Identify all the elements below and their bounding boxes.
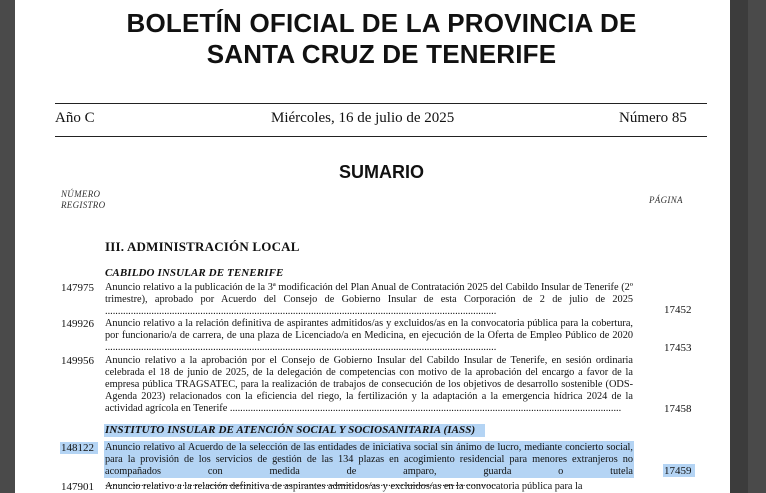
entry-page: 17453 bbox=[664, 342, 692, 354]
entry-text: Anuncio relativo al Acuerdo de la selección de las entidades de iniciativa social sin ánimo de lucro, mediante concierto social, para la provisión de los servicios de gestión de las 134 plazas en acogimiento residencial para menores extranjeros no acompañados con medida de amparo, guarda o tutela ..... bbox=[105, 442, 633, 490]
header-rule-bottom bbox=[55, 136, 707, 137]
subsection-iass: INSTITUTO INSULAR DE ATENCIÓN SOCIAL Y SOCIOSANITARIA (IASS) bbox=[105, 424, 476, 436]
header-rule-top bbox=[55, 103, 707, 104]
date-label: Miércoles, 16 de julio de 2025 bbox=[271, 110, 455, 126]
entry-text: Anuncio relativo a la relación definitiva de aspirantes admitidos/as y excluidos/as en la convocatoria pública para la cobertura, por funcionario/a de carrera, de una plaza de Licenciado/a en Medicina, en ejecución de la Oferta de Empleo Público de 2020 ..... bbox=[105, 318, 633, 354]
entry-text: Anuncio relativo a la relación definitiva de aspirantes admitidos/as y excluidos/as en la convocatoria pública para la bbox=[105, 481, 583, 492]
column-label-pagina: PÁGINA bbox=[649, 195, 683, 205]
entry-page: 17452 bbox=[664, 304, 692, 316]
bulletin-title-line1: BOLETÍN OFICIAL DE LA PROVINCIA DE bbox=[126, 8, 637, 38]
entry-text: Anuncio relativo a la publicación de la 3ª modificación del Plan Anual de Contratación 2025 del Cabildo Insular de Tenerife (2º trimestre), aprobado por Acuerdo del Consejo de Gobierno Insular de esta Corporación de 2 de julio de 2025 ..... bbox=[105, 282, 633, 318]
section-title: III. ADMINISTRACIÓN LOCAL bbox=[105, 239, 300, 254]
entry-number: 148122 bbox=[61, 442, 94, 454]
viewer-scrollbar[interactable] bbox=[730, 0, 748, 493]
column-label-numero: NÚMERO bbox=[61, 189, 101, 199]
entry-number: 149926 bbox=[61, 318, 94, 330]
entry-text: Anuncio relativo a la aprobación por el Consejo de Gobierno Insular del Cabildo Insular de Tenerife, en sesión ordinaria celebrada el 18 de junio de 2025, de la delegación de competencias con motivo de la aprobación del encargo a favor de la empresa pública TRAGSATEC, para la realización de trabajos de consecución de los objetivos de desarrollo sostenible (ODS-Agenda 2023) relacionados con la eficiencia del riego, la fertilización y la adaptación a la emergencia hídrica 2024 de la actividad agrícola en Tenerife ..... bbox=[105, 355, 633, 415]
sumario-title: SUMARIO bbox=[339, 162, 424, 182]
bulletin-title-line2: SANTA CRUZ DE TENERIFE bbox=[206, 39, 557, 69]
year-label: Año C bbox=[55, 110, 95, 126]
document-page bbox=[15, 0, 748, 493]
column-label-registro: REGISTRO bbox=[61, 200, 106, 210]
issue-number: Número 85 bbox=[619, 110, 687, 126]
entry-number: 147901 bbox=[61, 481, 94, 493]
entry-number: 147975 bbox=[61, 282, 94, 294]
entry-number: 149956 bbox=[61, 355, 94, 367]
subsection-cabildo: CABILDO INSULAR DE TENERIFE bbox=[105, 267, 284, 279]
entry-page: 17459 bbox=[664, 465, 692, 477]
entry-page: 17458 bbox=[664, 403, 692, 415]
